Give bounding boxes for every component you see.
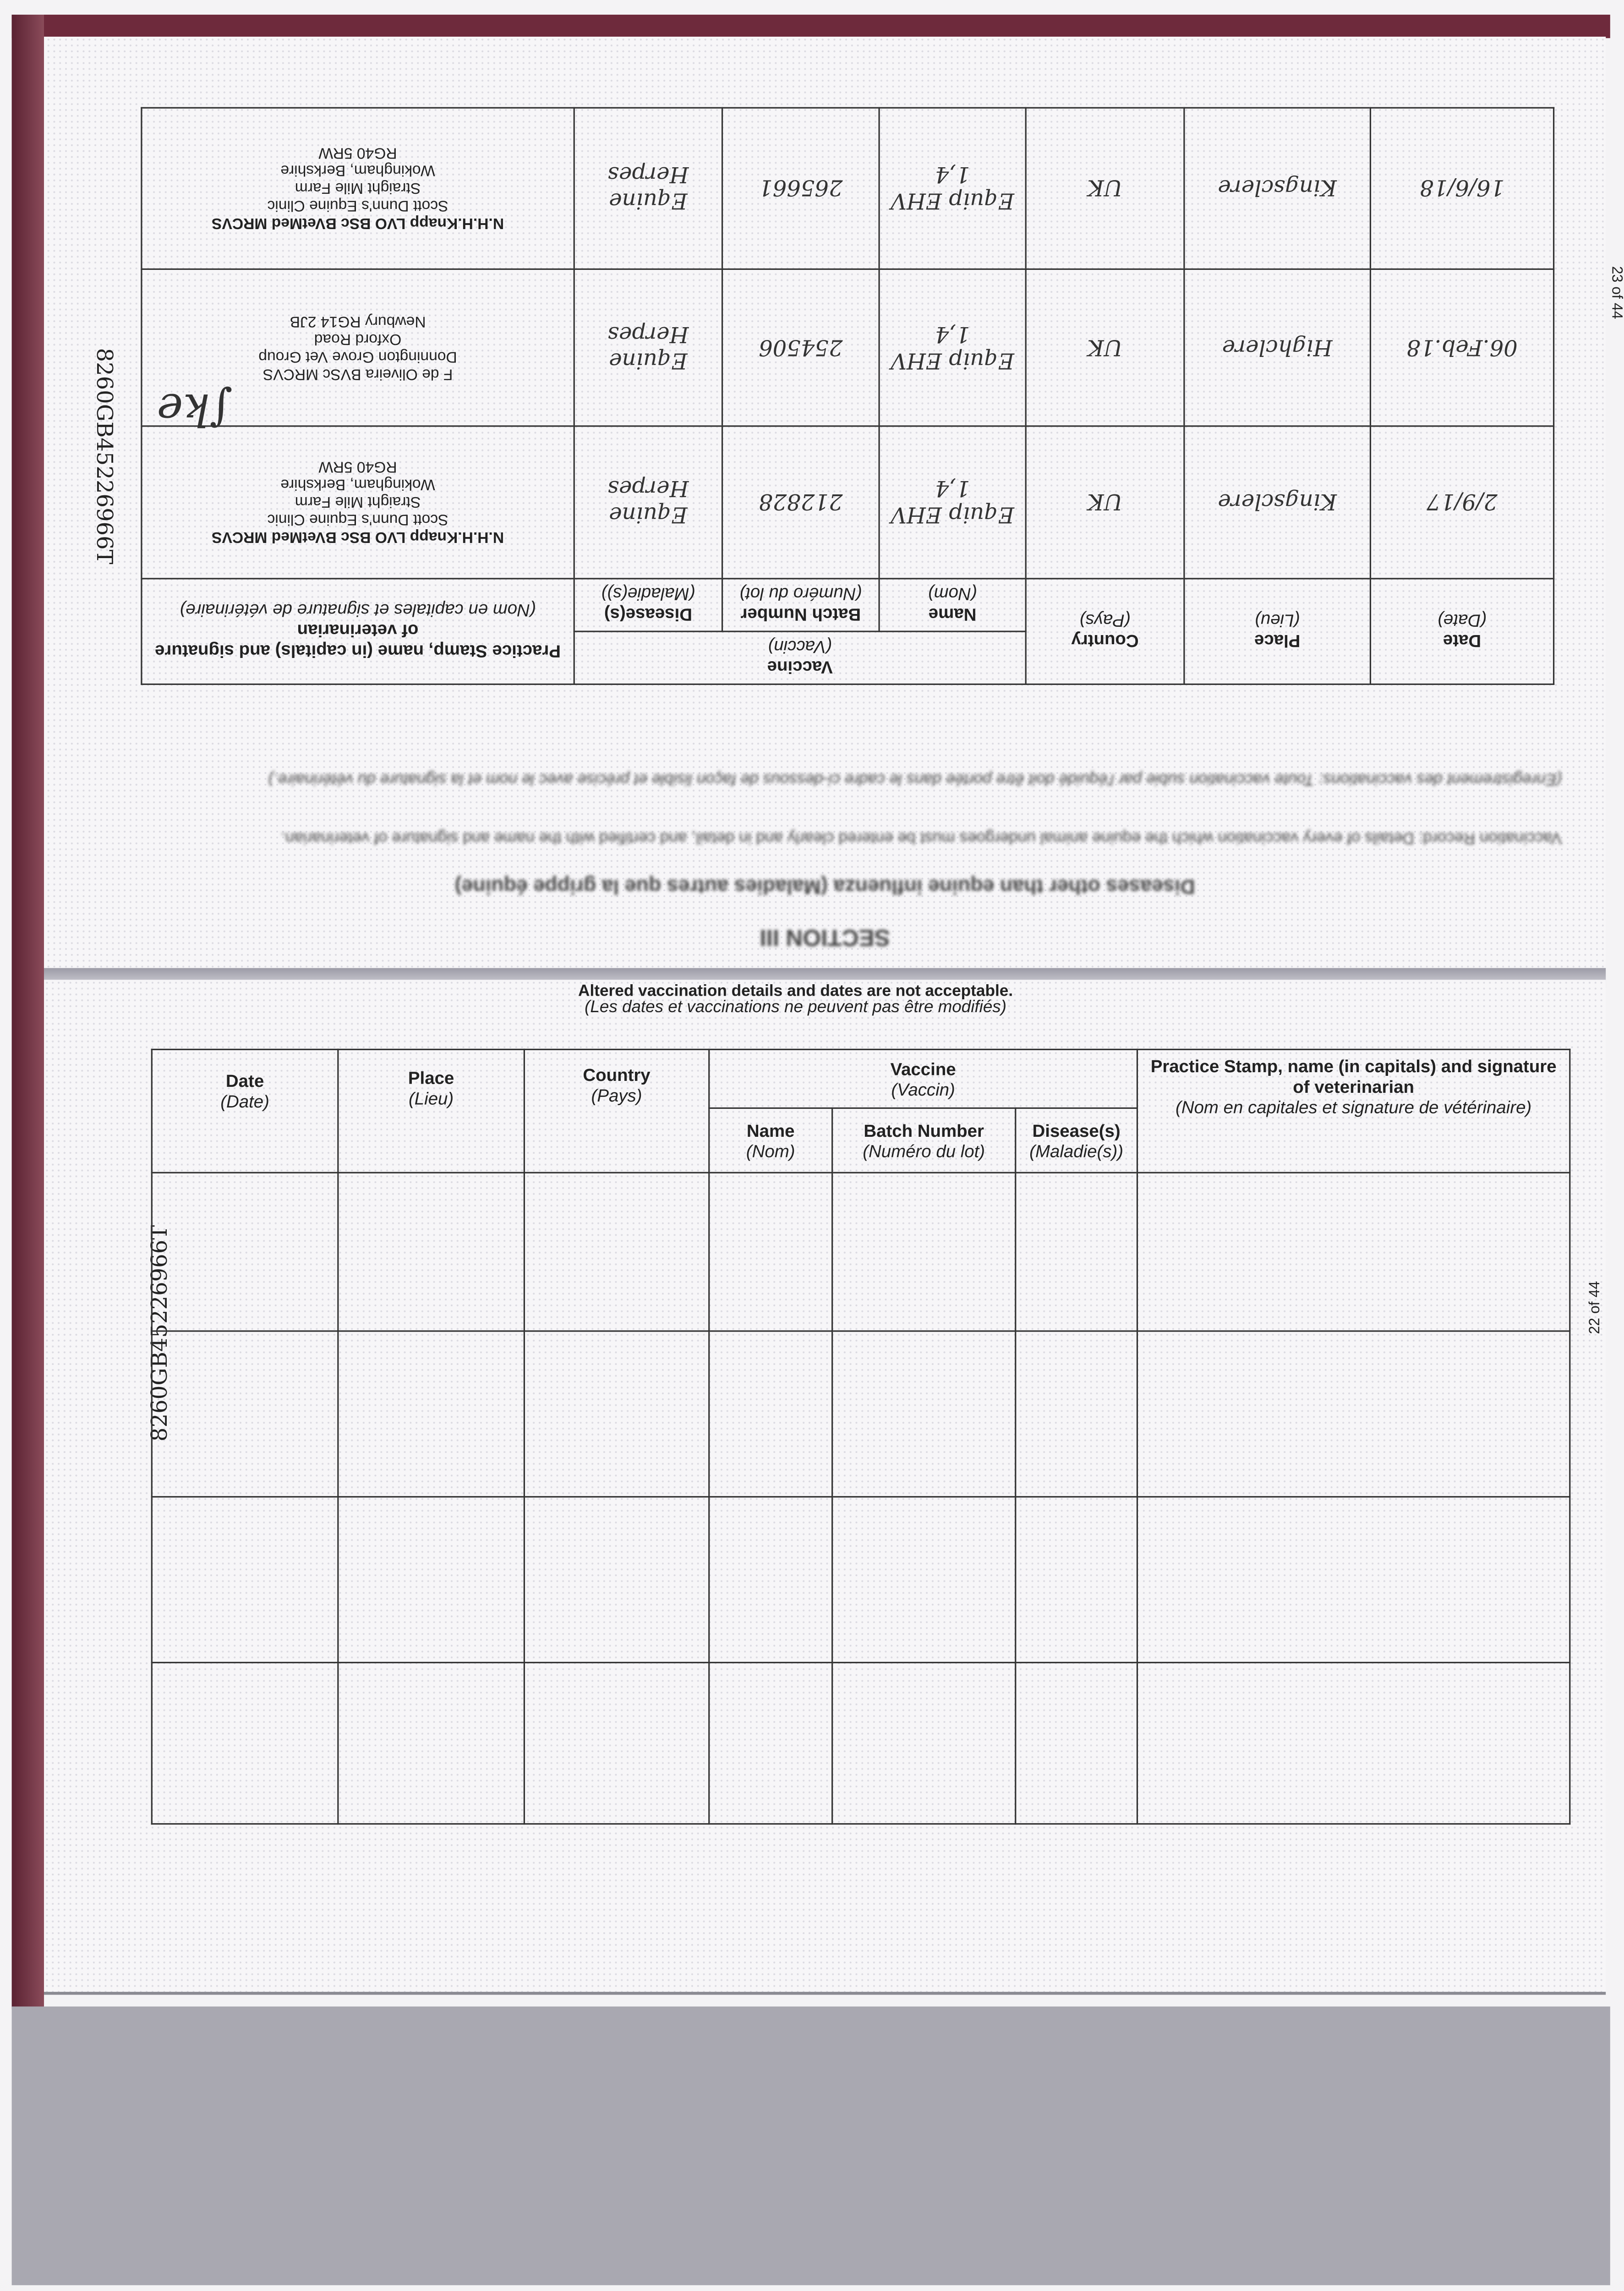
section-title: Diseases other than equine influenza (Maladies autres que la grippe équine)	[454, 876, 1195, 899]
table-row	[142, 426, 1554, 579]
table-row	[142, 108, 1554, 269]
passport-cover-edge	[12, 15, 1610, 38]
section-heading: SECTION III	[760, 924, 890, 949]
vet-stamp: F de Oliveira BVSc MRCVS Donnington Grove Vet Group Oxford Road Newbury RG14 2JB ∫ke	[142, 269, 574, 426]
header-place: Place (Lieu)	[338, 1049, 525, 1173]
vaccination-table	[151, 1049, 1571, 1825]
cell-disease: Equine Herpes	[574, 108, 722, 269]
page-number: 23 of 44	[1608, 266, 1624, 319]
header-stamp: Practice Stamp, name (in capitals) and signature of veterinarian (Nom en capitales et signature de vétérinaire)	[1137, 1049, 1570, 1173]
empty-table-row	[152, 1662, 1570, 1824]
cell-date: 16/6/18	[1370, 108, 1553, 269]
scanner-background	[12, 2006, 1610, 2285]
header-country: Country (Pays)	[524, 1049, 709, 1173]
header-batch: Batch Number (Numéro du lot)	[722, 579, 880, 631]
page-22	[44, 980, 1606, 1995]
cell-batch: 254506	[722, 269, 880, 426]
vet-signature: ∫ke	[157, 383, 233, 434]
passport-id: 8260GB45226966T	[91, 348, 118, 565]
header-vaccine: Vaccine (Vaccin)	[709, 1049, 1137, 1108]
page-23	[44, 37, 1624, 976]
header-stamp: Practice Stamp, name (in capitals) and signature of veterinarian (Nom en capitales et signature de vétérinaire)	[142, 579, 574, 684]
header-date: Date (Date)	[1370, 579, 1553, 684]
empty-table-row	[152, 1331, 1570, 1497]
header-name: Name (Nom)	[879, 579, 1026, 631]
header-disease: Disease(s) (Maladie(s))	[1016, 1108, 1137, 1173]
cell-batch: 265661	[722, 108, 880, 269]
warning-fr: (Les dates et vaccinations ne peuvent pas être modifiés)	[585, 998, 1007, 1017]
cell-date: 2/9/17	[1370, 426, 1553, 579]
page-number: 22 of 44	[1587, 1281, 1604, 1334]
cell-place: Highclere	[1184, 269, 1371, 426]
vet-stamp: N.H.H.Knapp LVO BSc BVetMed MRCVS Scott Dunn's Equine Clinic Straight Mile Farm Wokingham, Berkshire RG40 5RW	[142, 108, 574, 269]
vaccination-table	[141, 107, 1554, 685]
instruction-fr: (Enregistrement des vaccinations: Toute vaccination subie par l'équidé doit être portée dans le cadre ci-dessous de façon lisible et précise avec le nom et la signature du vétérinaire.)	[268, 770, 1562, 788]
header-date: Date (Date)	[152, 1049, 338, 1173]
cell-country: UK	[1026, 108, 1184, 269]
cell-place: Kingsclere	[1184, 108, 1371, 269]
cell-country: UK	[1026, 269, 1184, 426]
header-place: Place (Lieu)	[1184, 579, 1371, 684]
cell-date: 06.Feb.18	[1370, 269, 1553, 426]
cell-vaccine-name: Equip EHV 1,4	[879, 108, 1026, 269]
warning-en: Altered vaccination details and dates are not acceptable.	[578, 982, 1013, 1001]
header-disease: Disease(s) (Maladie(s))	[574, 579, 722, 631]
header-country: Country (Pays)	[1026, 579, 1184, 684]
header-name: Name (Nom)	[709, 1108, 832, 1173]
empty-table-row	[152, 1173, 1570, 1331]
cell-country: UK	[1026, 426, 1184, 579]
vet-stamp: N.H.H.Knapp LVO BSc BVetMed MRCVS Scott Dunn's Equine Clinic Straight Mile Farm Wokingham, Berkshire RG40 5RW	[142, 426, 574, 579]
header-vaccine: Vaccine (Vaccin)	[574, 631, 1026, 684]
cell-place: Kingsclere	[1184, 426, 1371, 579]
table-row	[142, 269, 1554, 426]
cell-disease: Equine Herpes	[574, 426, 722, 579]
passport-id: 8260GB45226966T	[146, 1225, 173, 1441]
cell-batch: 212828	[722, 426, 880, 579]
cell-disease: Equine Herpes	[574, 269, 722, 426]
instruction-en: Vaccination Record: Details of every vaccination which the equine animal undergoes must be entered clearly and in detail, and certified with the name and signature of veterinarian.	[280, 828, 1562, 847]
empty-table-row	[152, 1497, 1570, 1663]
header-batch: Batch Number (Numéro du lot)	[832, 1108, 1016, 1173]
cell-vaccine-name: Equip EHV 1,4	[879, 426, 1026, 579]
cell-vaccine-name: Equip EHV 1,4	[879, 269, 1026, 426]
